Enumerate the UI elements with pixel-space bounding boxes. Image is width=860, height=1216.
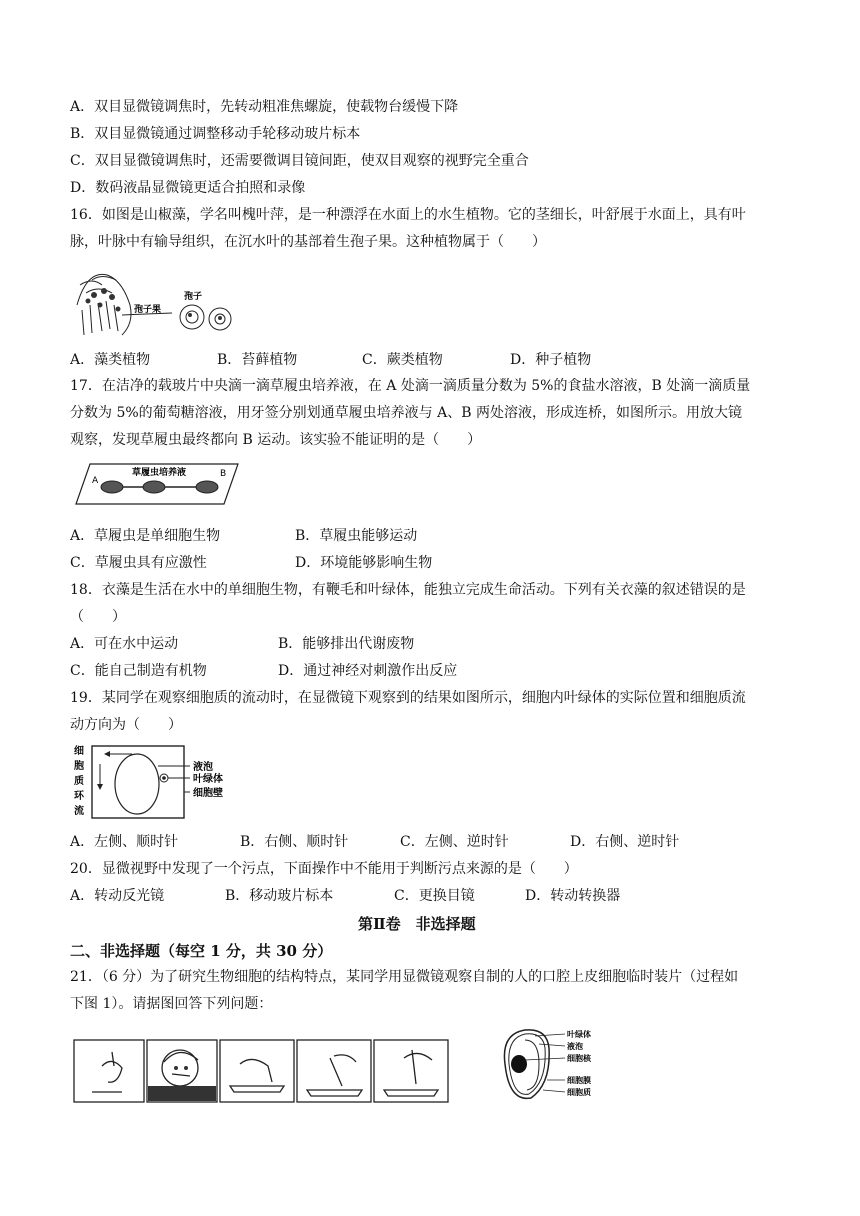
q19-fig-label-chloroplast: 叶绿体 <box>193 774 223 785</box>
q20-stem: 20．显微视野中发现了一个污点，下面操作中不能用于判断污点来源的是（ ） <box>70 861 578 877</box>
q16-option-d: D．种子植物 <box>510 352 592 368</box>
q16-option-c: C．蕨类植物 <box>362 352 443 368</box>
q18-option-d: D．通过神经对刺激作出反应 <box>278 663 458 679</box>
q18-option-a: A．可在水中运动 <box>70 636 179 652</box>
q19-fig-side-4: 环 <box>74 791 84 802</box>
q17-stem-line2: 分数为 5%的葡萄糖溶液，用牙签分别划通草履虫培养液与 A、B 两处溶液，形成连桥，如图所示。用放大镜 <box>70 405 742 421</box>
q17-option-b: B．草履虫能够运动 <box>295 528 418 544</box>
q21-plant-cell-diagram <box>495 1024 615 1104</box>
q21-cell-label-membrane: 细胞膜 <box>567 1076 591 1085</box>
q20-option-d: D．转动转换器 <box>525 888 621 904</box>
q21-stem-line2: 下图 1）。请据图回答下列问题： <box>70 996 273 1012</box>
q21-cell-label-chloroplast: 叶绿体 <box>567 1030 591 1039</box>
q19-option-d: D．右侧、逆时针 <box>570 834 680 850</box>
q17-stem-line1: 17．在洁净的载玻片中央滴一滴草履虫培养液，在 A 处滴一滴质量分数为 5%的食盐水溶液，B 处滴一滴质量 <box>70 378 751 394</box>
q19-cell-figure <box>72 742 237 824</box>
q16-fig-label-spore: 孢子 <box>184 292 203 302</box>
q19-option-a: A．左侧、顺时针 <box>70 834 179 850</box>
q20-option-b: B．移动玻片标本 <box>225 888 334 904</box>
q17-fig-label-a: A <box>92 476 99 486</box>
q15-option-a: A．双目显微镜调焦时，先转动粗准焦螺旋，使载物台缓慢下降 <box>70 99 459 115</box>
q15-option-b: B．双目显微镜通过调整移动手轮移动玻片标本 <box>70 126 361 142</box>
q17-stem-line3: 观察，发现草履虫最终都向 B 运动。该实验不能证明的是（ ） <box>70 432 482 448</box>
q18-option-b: B．能够排出代谢废物 <box>278 636 415 652</box>
q21-cell-label-nucleus: 细胞核 <box>567 1054 591 1063</box>
q17-fig-title: 草履虫培养液 <box>132 468 187 478</box>
q15-option-d: D．数码液晶显微镜更适合拍照和录像 <box>70 180 306 196</box>
q21-cell-label-vacuole: 液泡 <box>567 1042 583 1051</box>
q15-option-c: C．双目显微镜调焦时，还需要微调目镜间距，使双目观察的视野完全重合 <box>70 153 529 169</box>
q19-option-c: C．左侧、逆时针 <box>400 834 509 850</box>
q19-fig-side-5: 流 <box>74 806 84 817</box>
q17-slide-figure <box>72 460 242 510</box>
q19-fig-side-1: 细 <box>74 746 84 757</box>
q17-option-c: C．草履虫具有应激性 <box>70 555 207 571</box>
q19-option-b: B．右侧、顺时针 <box>240 834 349 850</box>
q16-fig-label-sporocarp: 孢子果 <box>134 305 162 315</box>
q19-fig-side-2: 胞 <box>74 761 84 772</box>
q21-procedure-figure-1 <box>72 1036 452 1106</box>
q16-stem-line2: 脉，叶脉中有输导组织，在沉水叶的基部着生孢子果。这种植物属于（ ） <box>70 234 546 250</box>
q21-stem-line1: 21．（6 分）为了研究生物细胞的结构特点，某同学用显微镜观察自制的人的口腔上皮细胞临时装片（过程如 <box>70 969 739 985</box>
q17-option-d: D．环境能够影响生物 <box>295 555 433 571</box>
q18-option-c: C．能自己制造有机物 <box>70 663 207 679</box>
q16-salvinia-figure <box>72 265 242 340</box>
q20-option-c: C．更换目镜 <box>394 888 475 904</box>
part2-heading: 二、非选择题（每空 1 分，共 30 分） <box>70 942 333 960</box>
q16-option-b: B．苔藓植物 <box>217 352 298 368</box>
q19-stem-line1: 19．某同学在观察细胞质的流动时，在显微镜下观察到的结果如图所示，细胞内叶绿体的实际位置和细胞质流 <box>70 690 746 706</box>
q19-stem-line2: 动方向为（ ） <box>70 717 182 733</box>
q17-fig-label-b: B <box>220 469 227 479</box>
part2-title: 第Ⅱ卷 非选择题 <box>358 915 476 933</box>
q19-fig-label-cell-wall: 细胞壁 <box>193 788 223 799</box>
q19-fig-label-vacuole: 液泡 <box>193 762 213 773</box>
q17-option-a: A．草履虫是单细胞生物 <box>70 528 221 544</box>
q16-option-a: A．藻类植物 <box>70 352 151 368</box>
q18-stem-line1: 18．衣藻是生活在水中的单细胞生物，有鞭毛和叶绿体，能独立完成生命活动。下列有关衣藻的叙述错误的是 <box>70 582 746 598</box>
q21-cell-label-cytoplasm: 细胞质 <box>567 1088 591 1097</box>
q16-stem-line1: 16．如图是山椒藻，学名叫槐叶萍，是一种漂浮在水面上的水生植物。它的茎细长，叶舒展于水面上，具有叶 <box>70 207 746 223</box>
q19-fig-side-3: 质 <box>74 776 84 787</box>
q18-stem-line2: （ ） <box>70 609 126 625</box>
q20-option-a: A．转动反光镜 <box>70 888 165 904</box>
